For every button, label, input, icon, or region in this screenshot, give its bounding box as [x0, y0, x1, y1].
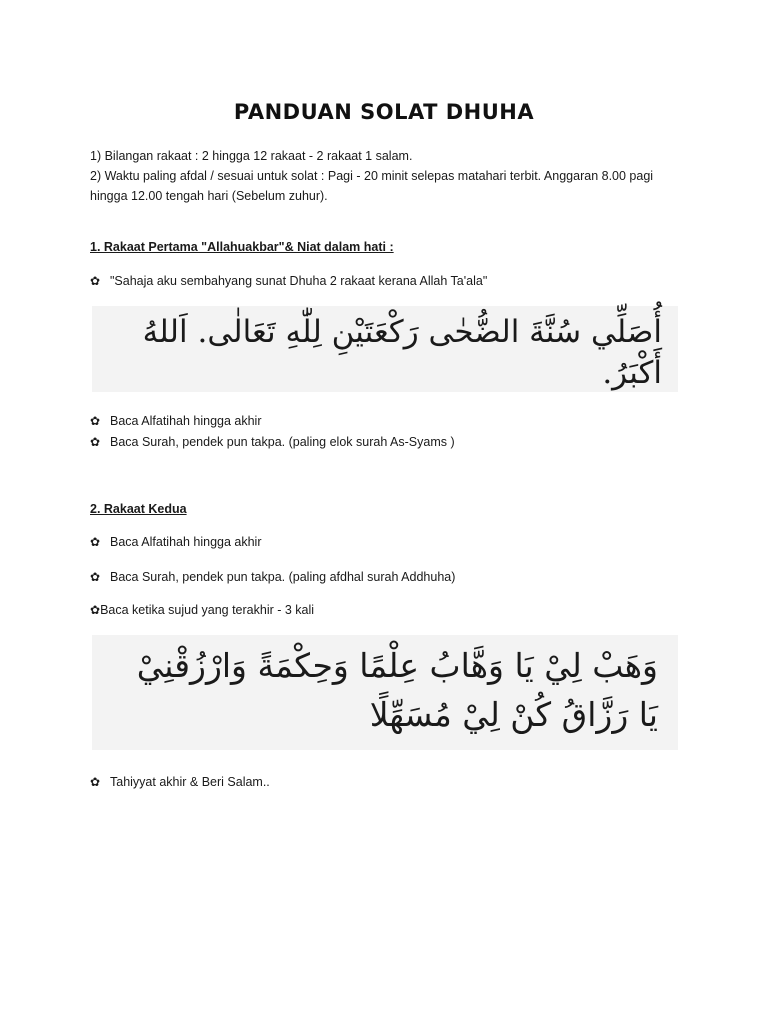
intro-line-1: 1) Bilangan rakaat : 2 hingga 12 rakaat - 2 rakaat 1 salam. — [90, 149, 413, 163]
step-text: Baca Surah, pendek pun takpa. (paling afdhal surah Addhuha) — [110, 570, 456, 584]
sujud-doa-arabic-line-2: يَا رَزَّاقُ كُنْ لِيْ مُسَهِّلًا — [369, 695, 658, 734]
intro-line-3: hingga 12.00 tengah hari (Sebelum zuhur). — [90, 189, 328, 203]
rakaat-2-step-1 — [90, 532, 262, 553]
rakaat-1-step-2 — [90, 432, 455, 453]
niat-text: "Sahaja aku sembahyang sunat Dhuha 2 rakaat kerana Allah Ta'ala" — [110, 274, 488, 288]
niat-arabic-line-2: أَكْبَرُ. — [602, 355, 662, 391]
intro-line-2: 2) Waktu paling afdal / sesuai untuk solat : Pagi - 20 minit selepas matahari terbit. Anggaran 8.00 pagi — [90, 169, 654, 183]
niat-arabic-line-1: أُصَلِّي سُنَّةَ الضُّحٰى رَكْعَتَيْنِ لِلّٰهِ تَعَالٰى. اَللهُ — [142, 314, 662, 350]
step-text: Baca Surah, pendek pun takpa. (paling elok surah As-Syams ) — [110, 435, 455, 449]
page-title: PANDUAN SOLAT DHUHA — [233, 100, 535, 124]
sujud-doa-arabic-line-1: وَهَبْ لِيْ يَا وَهَّابُ عِلْمًا وَحِكْمَةً وَارْزُقْنِيْ — [136, 646, 658, 685]
rakaat-2-step-3 — [90, 600, 314, 621]
step-text: Tahiyyat akhir & Beri Salam.. — [110, 775, 270, 789]
step-text: Baca Alfatihah hingga akhir — [110, 535, 262, 549]
sujud-doa-arabic-panel — [92, 635, 678, 750]
step-text: Baca ketika sujud yang terakhir - 3 kali — [100, 603, 315, 617]
niat-arabic-panel — [92, 306, 678, 392]
flower-bullet-icon: ✿ — [90, 535, 101, 549]
flower-bullet-icon: ✿ — [90, 603, 101, 617]
flower-bullet-icon: ✿ — [90, 435, 101, 449]
rakaat-1-heading: 1. Rakaat Pertama "Allahuakbar"& Niat dalam hati : — [90, 240, 394, 254]
flower-bullet-icon: ✿ — [90, 414, 101, 428]
rakaat-2-heading: 2. Rakaat Kedua — [90, 502, 187, 516]
flower-bullet-icon: ✿ — [90, 570, 101, 584]
niat-item — [90, 271, 487, 292]
step-text: Baca Alfatihah hingga akhir — [110, 414, 262, 428]
rakaat-2-step-2 — [90, 567, 455, 588]
flower-bullet-icon: ✿ — [90, 274, 101, 288]
rakaat-1-step-1 — [90, 411, 262, 432]
flower-bullet-icon: ✿ — [90, 775, 101, 789]
rakaat-2-step-4 — [90, 772, 270, 793]
